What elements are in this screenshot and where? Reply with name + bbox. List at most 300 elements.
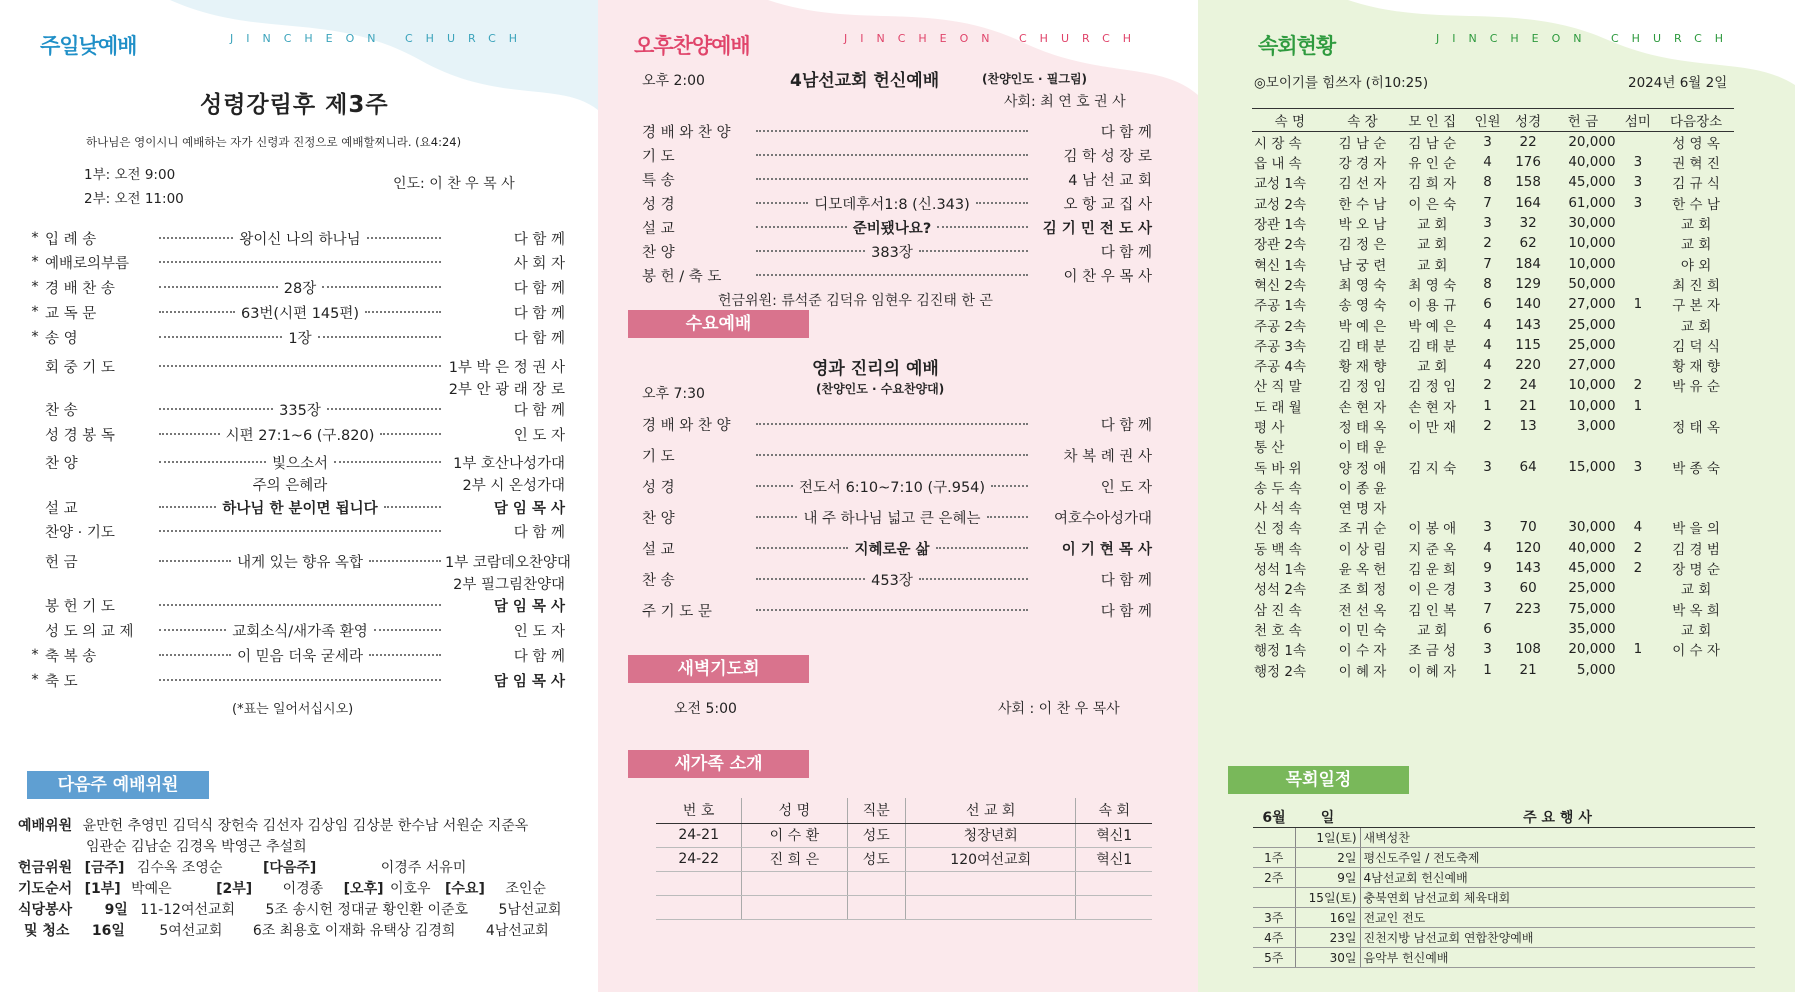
order-person: 김 학 성 장 로 xyxy=(1063,148,1152,165)
leader-dots xyxy=(159,629,226,631)
leader: 인도: 이 찬 우 목 사 xyxy=(393,176,515,192)
worship-panel xyxy=(0,0,598,992)
order-label: 경 배 와 찬 양 xyxy=(642,417,731,434)
order-person: 오 항 교 집 사 xyxy=(1063,196,1152,213)
table-cell: 164 xyxy=(1515,194,1541,211)
order-person: 사 회 자 xyxy=(513,255,565,272)
leader-dots xyxy=(384,506,441,508)
empty-cell xyxy=(656,871,742,895)
order-label: 설 교 xyxy=(642,541,675,558)
table-cell: 10,000 xyxy=(1568,397,1616,414)
table-cell xyxy=(1508,436,1549,456)
table-cell: 혁신1 xyxy=(1076,823,1152,847)
table-cell: 교 회 xyxy=(1680,318,1712,335)
order-content: 이 믿음 더욱 굳세라 xyxy=(237,648,363,665)
table-cell: 이 종 윤 xyxy=(1338,480,1387,497)
table-cell: 윤 옥 헌 xyxy=(1338,562,1387,579)
table-cell: 박 예 은 xyxy=(1338,318,1387,335)
order-label: 찬 양 xyxy=(642,510,675,527)
table-cell: 김 남 순 xyxy=(1338,136,1387,152)
table-cell: 박 예 은 xyxy=(1408,318,1457,335)
table-row xyxy=(1252,558,1734,578)
table-cell: 이 태 운 xyxy=(1338,440,1387,457)
church-name: JINCHEON CHURCH xyxy=(1436,32,1737,45)
table-cell: 김 인 복 xyxy=(1408,602,1457,619)
order-person: 다 함 께 xyxy=(513,524,565,541)
table-cell: 김 태 분 xyxy=(1408,338,1457,355)
leader-dots xyxy=(991,485,1028,487)
table-cell: 교 회 xyxy=(1417,257,1448,274)
leader-dots xyxy=(756,154,1028,156)
wednesday-header: 수요예배 xyxy=(628,310,809,338)
table-cell: 이 수 환 xyxy=(742,823,847,847)
schedule-cell: 5주 xyxy=(1253,948,1295,968)
table-cell: 읍 내 속 xyxy=(1254,156,1302,173)
leader-dots xyxy=(159,654,231,656)
order-label: 경 배 와 찬 양 xyxy=(642,124,731,141)
order-row xyxy=(642,169,1152,189)
leader-dots xyxy=(756,202,808,204)
leader-dots xyxy=(756,274,1028,276)
table-cell: 김 운 희 xyxy=(1408,562,1457,579)
table-cell: 3 xyxy=(1483,641,1492,658)
order-person: 인 도 자 xyxy=(513,623,565,640)
table-cell xyxy=(1658,497,1734,517)
table-cell: 김 희 자 xyxy=(1408,176,1457,193)
church-name: JINCHEON CHURCH xyxy=(230,32,531,45)
table-cell: 이 용 규 xyxy=(1408,298,1457,315)
order-content: 전도서 6:10~7:10 (구.954) xyxy=(798,479,986,496)
order-label: 성 경 xyxy=(642,479,675,496)
schedule-cell: 2일 xyxy=(1295,848,1360,868)
table-cell xyxy=(1658,477,1734,497)
order-content: 383장 xyxy=(871,244,913,261)
column-header: 성 명 xyxy=(742,798,847,823)
table-row xyxy=(1252,172,1734,192)
table-cell: 손 현 자 xyxy=(1408,399,1457,416)
table-row xyxy=(1252,335,1734,355)
column-header: 선 교 회 xyxy=(905,798,1076,823)
table-cell: 25,000 xyxy=(1568,336,1616,353)
schedule-cell: 23일 xyxy=(1295,928,1360,948)
table-cell: 교 회 xyxy=(1417,237,1448,254)
order-label: 찬 양 xyxy=(45,455,78,472)
table-cell: 강 경 자 xyxy=(1338,156,1387,173)
leader-dots xyxy=(756,516,797,518)
order-content: 63번(시편 145편) xyxy=(240,305,360,322)
order-person: 다 함 께 xyxy=(513,305,566,322)
order-content: 시편 27:1~6 (구.820) xyxy=(225,427,375,444)
empty-cell xyxy=(847,871,905,895)
leader-dots xyxy=(327,408,441,410)
order-row xyxy=(25,399,565,419)
schedule-cell: 3주 xyxy=(1253,908,1295,928)
schedule-cell: 16일 xyxy=(1295,908,1360,928)
table-cell: 최 진 희 xyxy=(1672,277,1720,294)
table-cell: 1 xyxy=(1633,641,1643,658)
schedule-cell xyxy=(1253,828,1295,848)
schedule-cell: 새벽성찬 xyxy=(1360,828,1755,848)
table-cell: 장 명 순 xyxy=(1672,562,1720,579)
table-cell: 45,000 xyxy=(1568,560,1616,577)
leader-dots xyxy=(159,604,441,606)
order-row xyxy=(642,538,1152,558)
table-cell: 권 혁 진 xyxy=(1672,156,1720,173)
committee xyxy=(18,816,598,942)
table-cell xyxy=(1467,477,1508,497)
table-row xyxy=(1252,578,1734,598)
table-cell: 박 종 숙 xyxy=(1672,460,1720,477)
order-person: 다 함 께 xyxy=(513,280,565,297)
table-cell: 30,000 xyxy=(1568,215,1616,232)
leader-dots xyxy=(756,130,1028,132)
table-cell xyxy=(1618,659,1659,679)
order-person: 담 임 목 사 xyxy=(493,500,565,517)
order-person: 1부 호산나성가대 xyxy=(453,455,565,472)
order-row xyxy=(25,452,565,472)
table-cell: 황 재 향 xyxy=(1672,359,1720,376)
committee-members-2: 임관순 김남순 김경옥 박영근 추설희 xyxy=(86,839,307,855)
table-cell xyxy=(1467,436,1508,456)
table-cell: 140 xyxy=(1515,296,1541,313)
prayer-4: [수요] xyxy=(445,881,485,897)
table-cell xyxy=(1508,477,1549,497)
table-cell: 120여선교회 xyxy=(905,847,1076,871)
leader-dots xyxy=(367,237,441,239)
table-cell: 김 규 식 xyxy=(1672,176,1720,193)
column-header: 6월 xyxy=(1253,807,1295,828)
table-cell: 40,000 xyxy=(1568,539,1616,556)
leader-dots xyxy=(159,560,231,562)
prayer-label: 기도순서 xyxy=(18,881,73,897)
schedule-row xyxy=(1253,828,1755,848)
schedule-table xyxy=(1253,807,1755,968)
stand-mark: * xyxy=(31,672,39,688)
prayer-1: [1부] xyxy=(84,881,121,897)
table-cell: 혁신 1속 xyxy=(1254,257,1307,274)
schedule-row xyxy=(1253,868,1755,888)
order-person: 다 함 께 xyxy=(513,231,565,248)
offering-next-week-names: 이경주 서유미 xyxy=(380,860,467,876)
stand-mark: * xyxy=(31,647,39,663)
table-cell: 이 수 자 xyxy=(1672,643,1720,660)
schedule-row xyxy=(1253,908,1755,928)
order-label: 송 영 xyxy=(45,330,78,347)
table-cell: 64 xyxy=(1519,458,1537,475)
service-sub: (찬양인도 · 필그림) xyxy=(982,72,1088,86)
table-cell: 황 재 향 xyxy=(1338,359,1387,376)
table-cell: 통 산 xyxy=(1254,440,1285,457)
order-person: 인 도 자 xyxy=(1100,479,1152,496)
order-row xyxy=(25,327,565,347)
order-label: 특 송 xyxy=(642,172,675,189)
table-cell: 1 xyxy=(1483,661,1492,678)
order-row xyxy=(642,217,1152,237)
order-label: 설 교 xyxy=(45,500,78,517)
table-cell: 김 경 범 xyxy=(1672,541,1720,558)
table-cell: 75,000 xyxy=(1568,600,1616,617)
dining-2-a: 5여선교회 xyxy=(159,923,223,939)
table-cell: 10,000 xyxy=(1568,255,1616,272)
table-cell xyxy=(1548,477,1617,497)
table-cell: 지 준 옥 xyxy=(1408,541,1457,558)
schedule-cell: 4주 xyxy=(1253,928,1295,948)
schedule-cell: 1일(토) xyxy=(1295,828,1360,848)
section-title: 속회현황 xyxy=(1258,34,1336,58)
order-content: 453장 xyxy=(871,572,913,589)
leader-dots xyxy=(365,311,441,313)
table-cell: 61,000 xyxy=(1568,194,1616,211)
table-cell: 184 xyxy=(1515,255,1541,272)
column-header: 인원 xyxy=(1467,109,1508,132)
table-cell xyxy=(1618,355,1659,375)
table-cell: 유 인 순 xyxy=(1408,156,1457,173)
order-label: 헌 금 xyxy=(45,554,78,571)
table-row xyxy=(1252,314,1734,334)
table-cell: 주공 4속 xyxy=(1254,359,1307,376)
column-header: 속 명 xyxy=(1252,109,1328,132)
table-cell: 교 회 xyxy=(1680,622,1712,639)
table-cell xyxy=(1397,477,1467,497)
table-cell: 4 xyxy=(1483,539,1492,556)
order-label: 성 도 의 교 제 xyxy=(45,623,134,640)
leader-dots xyxy=(159,237,233,239)
table-cell xyxy=(1548,436,1617,456)
table-cell xyxy=(1658,436,1734,456)
table-cell: 32 xyxy=(1519,215,1537,232)
table-cell xyxy=(1467,497,1508,517)
table-cell: 행정 2속 xyxy=(1254,663,1307,680)
table-cell: 4 xyxy=(1483,316,1492,333)
order-label: 축 복 송 xyxy=(45,648,97,665)
order-extra: 주의 은혜라 xyxy=(252,478,328,494)
schedule-row xyxy=(1253,848,1755,868)
order-row xyxy=(642,445,1152,465)
table-cell: 7 xyxy=(1483,600,1492,617)
table-cell: 교 회 xyxy=(1680,237,1712,254)
table-cell: 혁신 2속 xyxy=(1254,277,1307,294)
table-cell: 박 유 순 xyxy=(1672,379,1720,396)
leader-dots xyxy=(159,286,278,288)
order-extra: 2부 안 광 래 장 로 xyxy=(448,382,565,398)
offering-this-week-names: 김수옥 조영순 xyxy=(136,860,223,876)
order-label: 경 배 찬 송 xyxy=(45,280,115,297)
table-cell xyxy=(1618,497,1659,517)
order-label: 기 도 xyxy=(642,448,675,465)
stand-mark: * xyxy=(31,329,39,345)
order-label: 기 도 xyxy=(642,148,675,165)
table-cell: 이 민 숙 xyxy=(1338,622,1387,639)
order-row xyxy=(25,595,565,615)
table-row xyxy=(1252,619,1734,639)
prayer-3: [오후] xyxy=(343,881,384,897)
table-cell: 성 영 옥 xyxy=(1672,136,1720,152)
table-cell: 3 xyxy=(1483,215,1492,232)
column-header: 직분 xyxy=(847,798,905,823)
dining-1-b: 5조 송시헌 정대균 황인환 이준호 xyxy=(265,902,469,918)
schedule-cell: 전교인 전도 xyxy=(1360,908,1755,928)
order-person: 4 남 선 교 회 xyxy=(1068,172,1152,189)
table-cell xyxy=(1618,274,1659,294)
leader-dots xyxy=(159,679,441,681)
order-row xyxy=(642,414,1152,434)
table-cell: 7 xyxy=(1483,194,1492,211)
order-row xyxy=(25,277,565,297)
table-row xyxy=(1252,639,1734,659)
table-row xyxy=(1252,477,1734,497)
wed-service-sub: (찬양인도 · 수요찬양대) xyxy=(816,382,945,396)
empty-cell xyxy=(905,895,1076,919)
offering-label: 헌금위원 xyxy=(18,860,73,876)
order-content: 지혜로운 삶 xyxy=(854,541,930,558)
table-cell: 2 xyxy=(1633,377,1643,394)
prayer-4-name: 조인순 xyxy=(505,881,546,897)
leader-dots xyxy=(987,516,1028,518)
order-row xyxy=(25,252,565,272)
table-cell: 천 호 속 xyxy=(1254,622,1302,639)
table-cell: 동 백 속 xyxy=(1254,541,1302,558)
stand-mark: * xyxy=(31,230,39,246)
table-cell: 평 사 xyxy=(1254,420,1285,436)
order-row xyxy=(25,356,565,376)
order-row xyxy=(25,551,571,571)
wed-time: 오후 7:30 xyxy=(642,386,705,402)
schedule-cell: 평신도주일 / 전도축제 xyxy=(1360,848,1755,868)
table-cell: 21 xyxy=(1519,661,1537,678)
table-cell: 24 xyxy=(1519,377,1537,394)
order-label: 축 도 xyxy=(45,673,78,690)
table-cell: 24-21 xyxy=(656,823,742,847)
table-cell: 교성 1속 xyxy=(1254,176,1307,193)
committee-members: 윤만헌 추영민 김덕식 장헌숙 김선자 김상임 김상분 한수남 서원순 지준옥 xyxy=(82,818,529,834)
leader-dots xyxy=(919,578,1028,580)
dining-day-1: 9일 xyxy=(104,902,128,918)
prayer-3-name: 이호우 xyxy=(389,881,431,897)
table-cell: 9 xyxy=(1483,560,1492,577)
table-cell: 2 xyxy=(1633,560,1643,577)
order-row xyxy=(642,476,1152,496)
schedule-cell: 15일(토) xyxy=(1295,888,1360,908)
table-cell: 최 영 숙 xyxy=(1408,277,1457,294)
table-cell xyxy=(1618,233,1659,253)
dining-day-2: 16일 xyxy=(91,923,125,939)
order-person: 여호수아성가대 xyxy=(1053,510,1152,527)
leader-dots xyxy=(318,336,441,338)
schedule-cell: 4남선교회 헌신예배 xyxy=(1360,868,1755,888)
leader-dots xyxy=(369,654,441,656)
dining-2-c: 4남선교회 xyxy=(485,923,549,939)
leader-dots xyxy=(936,547,1028,549)
order-row xyxy=(25,228,565,248)
order-person: 김 기 민 전 도 사 xyxy=(1042,220,1153,237)
time-1: 1부: 오전 9:00 xyxy=(84,167,176,183)
table-cell: 진 희 은 xyxy=(742,847,847,871)
empty-cell xyxy=(742,871,847,895)
empty-cell xyxy=(1076,871,1152,895)
table-cell: 3 xyxy=(1483,580,1492,597)
service-name: 4남선교회 헌신예배 xyxy=(790,71,940,91)
table-cell: 김 지 숙 xyxy=(1408,460,1457,477)
table-cell: 조 금 성 xyxy=(1408,643,1457,660)
empty-cell xyxy=(905,871,1076,895)
table-row xyxy=(1252,213,1734,233)
table-cell: 최 영 숙 xyxy=(1338,277,1387,294)
table-cell: 야 외 xyxy=(1680,257,1712,274)
table-cell: 조 귀 순 xyxy=(1338,521,1387,538)
order-content: 하나님 한 분이면 됩니다 xyxy=(222,500,378,517)
order-row xyxy=(642,241,1152,261)
time-2: 2부: 오전 11:00 xyxy=(84,191,184,207)
order-person: 차 복 례 권 사 xyxy=(1063,448,1152,465)
table-cell: 교 회 xyxy=(1417,622,1448,639)
table-cell: 13 xyxy=(1519,418,1537,434)
column-header: 헌 금 xyxy=(1548,109,1617,132)
table-cell: 35,000 xyxy=(1568,620,1616,637)
leader-dots xyxy=(159,311,235,313)
order-label: 찬 송 xyxy=(642,572,675,589)
order-label: 입 례 송 xyxy=(45,231,97,248)
dining-label: 식당봉사 xyxy=(18,902,73,918)
table-cell: 남 궁 련 xyxy=(1338,257,1387,274)
table-cell: 3 xyxy=(1633,174,1643,191)
table-cell: 4 xyxy=(1483,336,1492,353)
dining-1-a: 11-12여선교회 xyxy=(140,902,236,918)
order-content: 335장 xyxy=(279,402,321,419)
table-cell: 8 xyxy=(1483,275,1492,292)
order-row xyxy=(25,302,565,322)
empty-cell xyxy=(656,895,742,919)
table-cell: 50,000 xyxy=(1568,275,1616,292)
schedule-header: 목회일정 xyxy=(1228,766,1409,794)
leader-dots xyxy=(756,178,1028,180)
table-cell: 교성 2속 xyxy=(1254,196,1307,213)
schedule-cell: 9일 xyxy=(1295,868,1360,888)
table-cell: 박 옥 희 xyxy=(1672,602,1720,619)
table-cell: 김 선 자 xyxy=(1338,176,1387,193)
table-cell: 220 xyxy=(1515,357,1541,374)
table-row xyxy=(1252,233,1734,253)
leader-dots xyxy=(159,433,220,435)
leader-dots xyxy=(756,423,1028,425)
table-row xyxy=(1252,416,1734,436)
table-cell: 이 혜 자 xyxy=(1408,663,1457,680)
table-cell: 4 xyxy=(1633,519,1643,536)
schedule-cell: 음악부 헌신예배 xyxy=(1360,948,1755,968)
order-person: 다 함 께 xyxy=(1100,572,1152,589)
leader-dots xyxy=(756,485,793,487)
table-cell: 10,000 xyxy=(1568,235,1616,252)
table-cell: 송 두 속 xyxy=(1254,480,1302,497)
leader-dots xyxy=(380,433,441,435)
table-cell: 김 정 임 xyxy=(1408,379,1457,396)
order-label: 성 경 xyxy=(642,196,675,213)
table-cell: 한 수 남 xyxy=(1338,196,1387,213)
table-row xyxy=(1252,659,1734,679)
leader-dots xyxy=(374,629,441,631)
service-time: 오후 2:00 xyxy=(642,73,705,89)
table-cell xyxy=(1548,497,1617,517)
table-cell: 이 만 재 xyxy=(1408,420,1457,436)
order-label: 회 중 기 도 xyxy=(45,359,115,376)
order-person: 다 함 께 xyxy=(513,648,566,665)
table-cell: 청장년회 xyxy=(905,823,1076,847)
table-cell: 3 xyxy=(1483,519,1492,536)
table-cell: 8 xyxy=(1483,174,1492,191)
order-person: 1부 코람데오찬양대 xyxy=(445,554,571,571)
table-cell: 25,000 xyxy=(1568,580,1616,597)
service-host: 사회: 최 연 호 권 사 xyxy=(1004,94,1126,110)
prayer-1-name: 박예은 xyxy=(131,881,172,897)
